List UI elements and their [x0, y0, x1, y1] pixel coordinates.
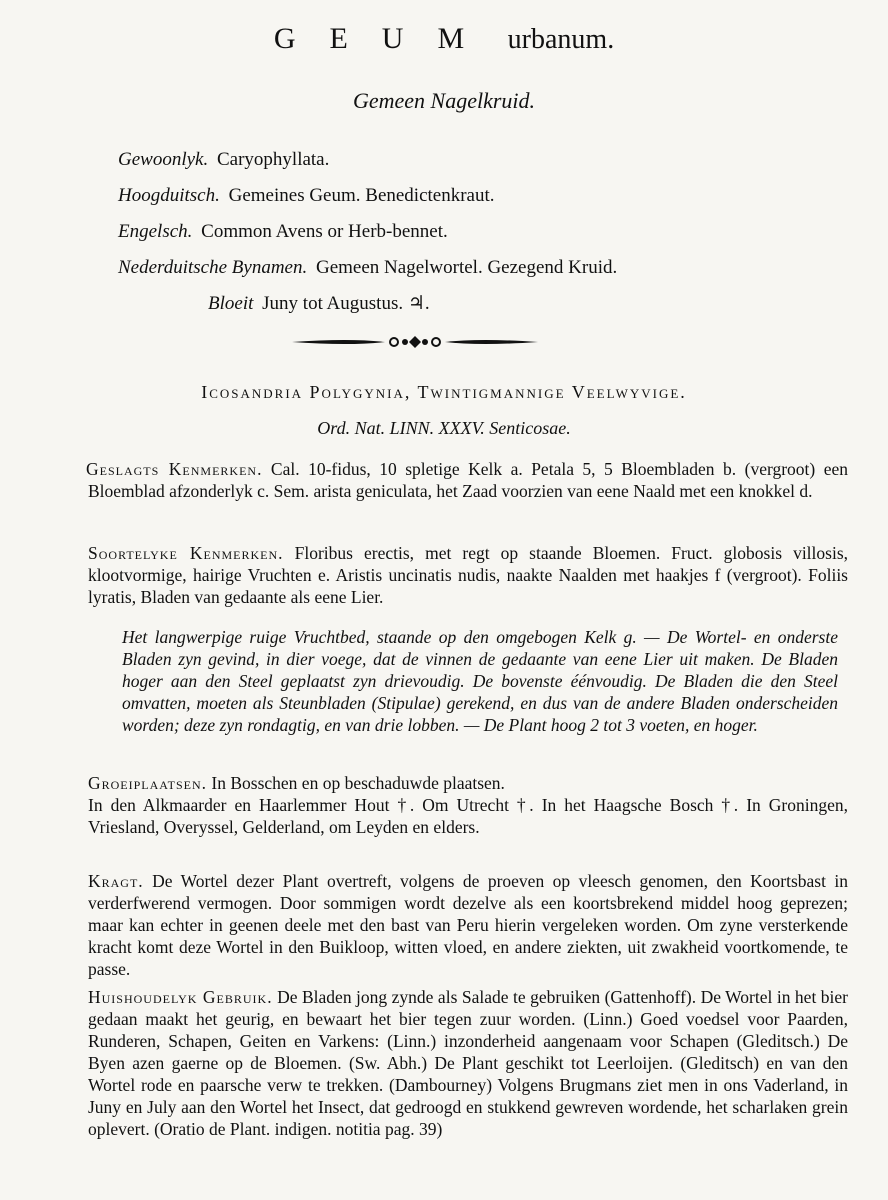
household-use-text: De Bladen jong zynde als Salade te gebruiken (Gattenhoff). De Wortel in het bier gedaan maakt het geurig, en bewaart het bier tegen zuur worden. (Linn.) Goed voedsel voor Paarden, Runderen, Schapen, Geiten en Varkens: (Linn.) inzonderheid aangenaam voor Schapen (Gleditsch.) De Byen azen gaerne op de Bloemen. (Sw. Abh.) De Plant geschikt tot Leerloijen. (Gleditsch) en van den Wortel rode en paarsche verw te trekken. (Dambourney) Volgens Brugmans ziet men in ons Vaderland, in Juny en July aan den Wortel het Insect, dat gedroogd en stukkend gewreven wordende, het scharlaken grein oplevert. (Oratio de Plant. indigen. notitia pag. 39): [88, 987, 849, 1139]
synonym-label: Nederduitsche Bynamen.: [118, 257, 308, 278]
page-title: [0, 22, 888, 56]
synonym-label: Gewoonlyk.: [118, 149, 209, 170]
genus-characters-heading: Geslagts Kenmerken.: [86, 459, 263, 479]
genus-name: GEUM: [273, 22, 499, 55]
common-name: Gemeen Nagelkruid.: [352, 88, 536, 113]
synonym-value: Caryophyllata.: [216, 149, 330, 170]
species-characters: [88, 542, 848, 608]
habitat-heading: Groeiplaatsen.: [88, 773, 208, 793]
synonym-row: [118, 250, 617, 286]
species-characters-heading: Soortelyke Kenmerken.: [88, 543, 284, 563]
properties-heading: Kragt.: [88, 871, 144, 891]
synonym-label: Bloeit: [208, 293, 254, 314]
ord-nat: Ord. Nat. LINN. XXXV. Senticosae.: [317, 418, 571, 438]
synonym-row: [118, 214, 617, 250]
species-name: urbanum.: [507, 24, 615, 55]
synonym-row: [118, 142, 617, 178]
habitat-locations: In den Alkmaarder en Haarlemmer Hout †. Om Utrecht †. In het Haagsche Bosch †. In Groningen, Vriesland, Overyssel, Gelderland, om Leyden en elders.: [88, 795, 848, 837]
properties: [88, 870, 848, 980]
synonym-value: Juny tot Augustus. ♃.: [262, 293, 430, 314]
synonym-label: Hoogduitsch.: [118, 185, 220, 206]
household-use-heading: Huishoudelyk Gebruik.: [88, 987, 273, 1007]
synonym-label: Engelsch.: [118, 221, 193, 242]
synonym-value: Gemeines Geum. Benedictenkraut.: [228, 185, 495, 206]
synonym-value: Gemeen Nagelwortel. Gezegend Kruid.: [316, 257, 618, 278]
synonym-value: Common Avens or Herb-bennet.: [201, 221, 448, 242]
synonym-row: [118, 178, 617, 214]
genus-characters: [88, 458, 848, 502]
household-use: [88, 986, 848, 1140]
ornament-divider: [290, 333, 540, 351]
genus-characters-text: Cal. 10-fidus, 10 spletige Kelk a. Petala 5, 5 Bloembladen b. (vergroot) een Bloemblad afzonderlyk c. Sem. arista geniculata, het Zaad voorzien van eene Naald met een knokkel d.: [88, 459, 848, 501]
properties-text: De Wortel dezer Plant overtreft, volgens de proeven op vleesch genomen, den Koortsbast in verderfwerend vermogen. Door sommigen wordt dezelve als een koortsbrekend middel hoog geprezen; maar kan echter in geenen deele met den bast van Peru hierin vergeleken worden. Om zyne versterkende kracht komt deze Wortel in den Buikloop, witten vloed, en andere ziekten, uit zwakheid voortkomende, te passe.: [88, 871, 848, 979]
synonym-row: [118, 286, 617, 322]
synonyms-list: [118, 142, 617, 322]
classification: Icosandria Polygynia, Twintigmannige Veelwyvige.: [201, 382, 687, 402]
habitat-line1: In Bosschen en op beschaduwde plaatsen.: [211, 773, 505, 793]
habitat: [88, 772, 848, 838]
species-characters-text: Floribus erectis, met regt op staande Bloemen. Fruct. globosis villosis, klootvormige, hairige Vruchten e. Aristis uncinatis nudis, naakte Naalden met haakjes f (vergroot). Foliis lyratis, Bladen van gedaante als eene Lier.: [88, 543, 849, 607]
description: Het langwerpige ruige Vruchtbed, staande op den omgebogen Kelk g. — De Wortel- en onderste Bladen zyn gevind, in dier voege, dat de vinnen de gedaante van eene Lier uit maken. De Bladen hoger aan den Steel geplaatst zyn drievoudig. De bovenste éénvoudig. De Bladen die den Steel omvatten, moeten als Steunbladen (Stipulae) gerekend, en dus van de andere Bladen onderscheiden worden; deze zyn rondagtig, en van drie lobben. — De Plant hoog 2 tot 3 voeten, en hoger.: [122, 627, 838, 735]
